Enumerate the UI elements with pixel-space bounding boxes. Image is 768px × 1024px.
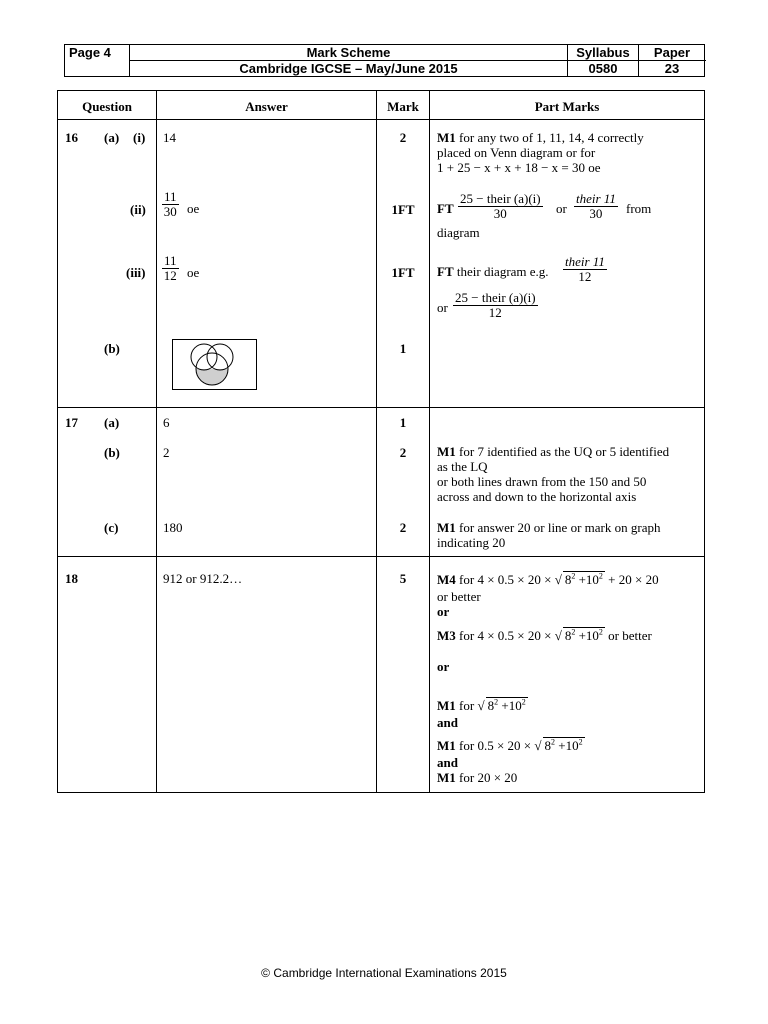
fraction-numerator: 11: [164, 253, 177, 268]
q16-ai-part-marks: [437, 130, 644, 145]
col-header-part-marks: Part Marks: [534, 99, 600, 114]
fraction-denominator: 12: [578, 269, 592, 284]
q17-b-text-4: across and down to the horizontal axis: [437, 489, 637, 504]
col-header-question: Question: [82, 99, 132, 114]
m1-label: M1: [437, 444, 456, 459]
from-text: from: [626, 201, 652, 216]
and-text: and: [437, 755, 458, 770]
or-text: or: [437, 604, 450, 619]
footer-copyright: © Cambridge International Examinations 2015: [261, 966, 507, 980]
q16-iii-pm-fraction-1: [563, 255, 607, 284]
sqrt-symbol: √: [534, 738, 542, 753]
or-text: or: [556, 201, 567, 216]
fraction-denominator: 12: [163, 268, 177, 283]
q17-c-part-marks: [437, 520, 660, 535]
q17-part-c: (c): [104, 520, 119, 535]
q18-answer: 912 or 912.2…: [163, 571, 243, 586]
or-text: or: [437, 300, 448, 315]
m4-label: M4: [437, 572, 456, 587]
fraction-denominator: 12: [488, 305, 502, 320]
sqrt-symbol: √: [554, 628, 562, 643]
q16-ai-text-3: 1 + 25 − x + x + 18 − x = 30 oe: [437, 160, 601, 175]
q18-m1c-line: [437, 770, 517, 785]
q17-a-mark: 1: [399, 415, 407, 430]
q18-m3-line: [437, 627, 652, 643]
q17-b-text-3: or both lines drawn from the 150 and 50: [437, 474, 647, 489]
syllabus-value: 0580: [588, 61, 618, 76]
fraction-numerator: their 11: [565, 254, 605, 269]
q17-c-mark: 2: [399, 520, 407, 535]
q16-ii-answer-fraction: [162, 190, 179, 219]
q18-or-better: or better: [437, 589, 481, 604]
q16-part-a: (a): [104, 130, 120, 145]
fraction-denominator: 30: [589, 206, 603, 221]
venn-circle-b: [207, 344, 233, 370]
q17-part-b: (b): [104, 445, 120, 460]
q16-ai-mark: 2: [399, 130, 407, 145]
q18-m4-post: + 20 × 20: [604, 572, 659, 587]
m1-label: M1: [437, 130, 456, 145]
q17-b-text-2: as the LQ: [437, 459, 488, 474]
q17-b-part-marks: [437, 444, 669, 459]
fraction-numerator: 25 − their (a)(i): [455, 290, 536, 305]
venn-shaded-region: [196, 369, 228, 385]
q17-b-text-1: for 7 identified as the UQ or 5 identified: [455, 444, 670, 459]
q16-part-a-i: (i): [133, 130, 146, 145]
ft-label: FT: [437, 264, 454, 279]
q16-part-a-iii: (iii): [126, 265, 146, 280]
q16-b-mark: 1: [399, 341, 407, 356]
sqrt-symbol: √: [477, 698, 485, 713]
q17-number: 17: [65, 415, 78, 430]
paper-value: 23: [664, 61, 680, 76]
fraction-numerator: 25 − their (a)(i): [460, 191, 541, 206]
col-header-mark: Mark: [387, 99, 419, 114]
q18-mark: 5: [399, 571, 407, 586]
syllabus-label: Syllabus: [576, 45, 630, 60]
or-text: or: [437, 659, 450, 674]
paper-label: Paper: [653, 45, 691, 60]
doc-subtitle: Cambridge IGCSE – May/June 2015: [239, 61, 458, 76]
q16-ai-answer: 14: [163, 130, 176, 145]
q18-m3-text: for 4 × 0.5 × 20 ×: [455, 628, 555, 643]
fraction-numerator: their 11: [576, 191, 616, 206]
q16-iii-mark: 1FT: [391, 265, 415, 280]
q17-b-mark: 2: [399, 445, 407, 460]
m1-label: M1: [437, 520, 456, 535]
q16-number: 16: [65, 130, 78, 145]
and-text: and: [437, 715, 458, 730]
q16-iii-pm-fraction-2: [453, 291, 538, 320]
q18-m1c-text: for 20 × 20: [455, 770, 518, 785]
q16-ai-text-2: placed on Venn diagram or for: [437, 145, 596, 160]
q17-c-text-1: for answer 20 or line or mark on graph: [455, 520, 661, 535]
q18-m4-line: [437, 571, 659, 587]
q17-a-answer: 6: [163, 415, 170, 430]
q17-c-answer: 180: [163, 520, 183, 535]
q16-iii-answer-fraction: [162, 254, 179, 283]
q18-m1b-text: for 0.5 × 20 ×: [455, 738, 535, 753]
fraction-denominator: 30: [163, 204, 177, 219]
ft-label: FT: [437, 201, 454, 216]
fraction-denominator: 30: [493, 206, 507, 221]
sqrt-symbol: √: [554, 572, 562, 587]
venn-circle-a: [191, 344, 217, 370]
q17-part-a: (a): [104, 415, 120, 430]
fraction-numerator: 11: [164, 189, 177, 204]
venn-diagram: [172, 339, 258, 391]
doc-title: Mark Scheme: [306, 45, 391, 60]
q18-m1b-line: [437, 737, 585, 753]
mark-scheme-table: [57, 90, 705, 793]
q16-ai-text-1: for any two of 1, 11, 14, 4 correctly: [455, 130, 644, 145]
q17-b-answer: 2: [163, 445, 170, 460]
q16-part-b: (b): [104, 341, 120, 356]
q18-m1a-text: for: [455, 698, 478, 713]
oe-label: oe: [187, 201, 200, 216]
q16-iii-text: their diagram e.g.: [453, 264, 549, 279]
m1-label: M1: [437, 770, 456, 785]
header-box: [64, 44, 705, 77]
sqrt-expression: $8^2 +10^2$: [564, 571, 603, 587]
m3-label: M3: [437, 628, 456, 643]
q18-m1a-line: [437, 697, 528, 713]
q17-c-text-2: indicating 20: [437, 535, 506, 550]
diagram-text: diagram: [437, 225, 480, 240]
q18-m3-post: or better: [604, 628, 652, 643]
sqrt-expression: $8^2 +10^2$: [487, 697, 526, 713]
q16-ii-mark: 1FT: [391, 202, 415, 217]
sqrt-expression: $8^2 +10^2$: [564, 627, 603, 643]
sqrt-expression: $8^2 +10^2$: [544, 737, 583, 753]
q16-iii-part-marks: [437, 264, 549, 279]
q16-part-a-ii: (ii): [130, 202, 146, 217]
m1-label: M1: [437, 738, 456, 753]
q16-ii-pm-fraction-1: [458, 192, 543, 221]
m1-label: M1: [437, 698, 456, 713]
q18-number: 18: [65, 571, 78, 586]
oe-label: oe: [187, 265, 200, 280]
q16-ii-pm-fraction-2: [574, 192, 618, 221]
col-header-answer: Answer: [245, 99, 288, 114]
page-number: Page 4: [69, 45, 111, 60]
q18-m4-text: for 4 × 0.5 × 20 ×: [455, 572, 555, 587]
